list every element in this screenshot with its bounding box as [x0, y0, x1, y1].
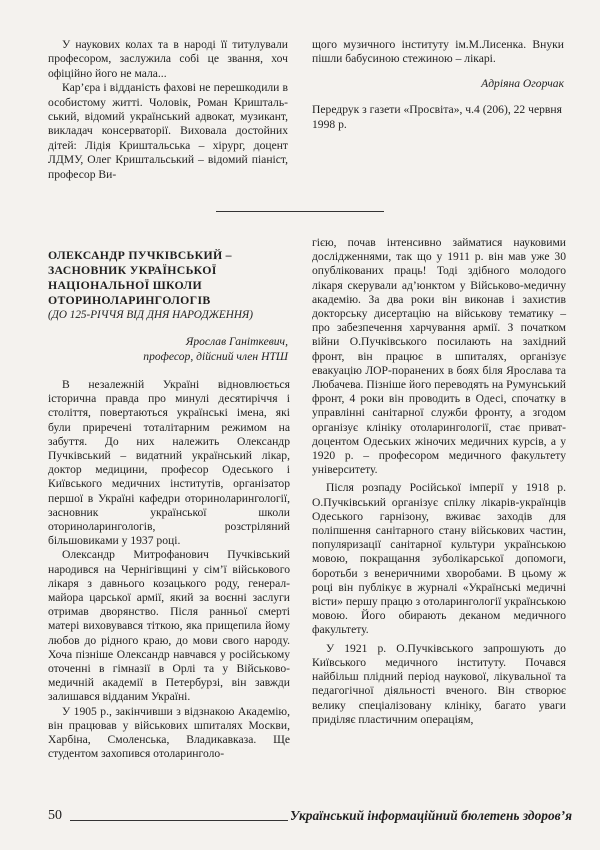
author-title: професор, дійсний член НТШ	[143, 350, 288, 363]
page-number: 50	[48, 808, 62, 823]
article-title-line-1: ОЛЕКСАНДР ПУЧКІВСЬКИЙ –	[48, 248, 232, 262]
article-right-column	[312, 236, 566, 727]
article-title-line-2: ЗАСНОВНИК УКРАЇНСЬКОЇ	[48, 263, 217, 277]
page-footer	[48, 808, 572, 828]
section-divider	[216, 211, 384, 212]
article-paragraph-4: гією, почав інтенсивно займатися науковими дослідженнями, так що у 1911 р. він мав уже 30 опублікованих праць! Тоді здібного молодого лікаря скерували ад’юнктом у Військово-медичну академію. За два роки він виконав і захистив докторську дисертацію на військову тематику – про забезпечення харчування армії. З початком війни О.Пучківського посилають на західний фронт, він працює в шпиталях, організує евакуацію ЛОР-поранених в боях біля Ярослава та Любачева. Пізніше його переводять на Румунський фронт, 4 роки він проводить в Одесі, спочатку в управлінні санітарної служби фронту, а згодом організує клініку отоларингології, стає приват-доцентом Одеських жіночих медичних курсів, а у 1920 р. – професором медичного факультету університету.	[312, 236, 566, 477]
reprint-source-note: Передрук з газети «Просвіта», ч.4 (206), 22 червня 1998 р.	[312, 103, 562, 131]
article-subtitle: (ДО 125-РІЧЧЯ ВІД ДНЯ НАРОДЖЕННЯ)	[48, 309, 254, 321]
article-paragraph-3: У 1905 р., закінчивши з відзнакою Академію, він працював у військових шпиталях Москви, Харбіна, Смоленська, Владикавказа. Ще студентом захопився отоларинголо-	[48, 704, 290, 761]
article-title-line-4: ОТОРИНОЛАРИНГОЛОГІВ	[48, 293, 211, 307]
top-left-paragraph-2: Кар’єра і відданість фахові не перешкодили в особистому житті. Чоловік, Роман Криштальський, відомий український адвокат, музикант, викладач консерваторії. Виховала достойних дітей: Лідія Криштальська – хірург, доцент ЛДМУ, Олег Криштальський – відомий піаніст, професор Ви-	[48, 81, 288, 181]
top-right-column	[312, 38, 564, 132]
article-title-line-3: НАЦІОНАЛЬНОЇ ШКОЛИ	[48, 278, 202, 292]
top-left-paragraph-1: У наукових колах та в народі її титулували професором, заслужила собі це звання, хоч офіційно його не мала...	[48, 38, 288, 80]
article-paragraph-6: У 1921 р. О.Пучківського запрошують до Київського медичного інституту. Почався найбільш плідний період наукової, лікувальної та педагогічної діяльності вченого. Він створює велику спеціалізовану клініку, багато уваги приділяє пластичним операціям,	[312, 641, 566, 726]
top-left-column	[48, 38, 288, 182]
top-right-continuation: щого музичного інституту ім.М.Лисенка. Внуки пішли бабусиною стежиною – лікарі.	[312, 38, 564, 66]
article-left-column	[48, 378, 290, 761]
article-author	[48, 334, 288, 364]
article-paragraph-5: Після розпаду Російської імперії у 1918 р. О.Пучківський організує спілку лікарів-українців Одеського гарнізону, вживає заходів для поліпшення санітарного стану військових частин, популяризації санітарної культури українською мовою, покращання зуболікарської допомоги, боротьби з венеричними хворобами. В цьому ж році він публікує в журналі «Українські медичні вісти» першу працю з отоларингології українською мовою. Його обирають деканом медичного факультету.	[312, 481, 566, 637]
article-title-block	[48, 248, 288, 322]
previous-article-signature: Адріяна Огорчак	[481, 76, 564, 90]
author-name: Ярослав Ганіткевич,	[185, 335, 288, 348]
article-paragraph-1: В незалежній Україні відновлюється історична правда про минулі десятиріччя і століття, повертаються українські імена, які були приречені тоталітарним режимом на забуття. До них належить Олександр Пучківський – видатний український лікар, доктор медицини, професор Одеського і Київського медичних інститутів, організатор першої в Україні кафедри оториноларингології, засновник української школи оториноларингологів, розстріляний більшовиками у 1937 році.	[48, 378, 290, 548]
footer-rule	[70, 820, 288, 821]
journal-title: Український інформаційний бюлетень здоров’я	[290, 808, 572, 823]
article-paragraph-2: Олександр Митрофанович Пучківський народився на Чернігівщині у сім’ї військового лікаря з давнього козацького роду, генерал-майора царської армії, який за воєнні заслуги отримав дворянство. Після ранньої смерті матері виховувався тіткою, яка прищепила йому любов до рідного краю, до мови свого народу. Хоча пізніше Олександр навчався у російському оточенні в гімназії в Орлі та у Військово-медичній академії в Петербурзі, він завжди залишався відданим Україні.	[48, 548, 290, 704]
